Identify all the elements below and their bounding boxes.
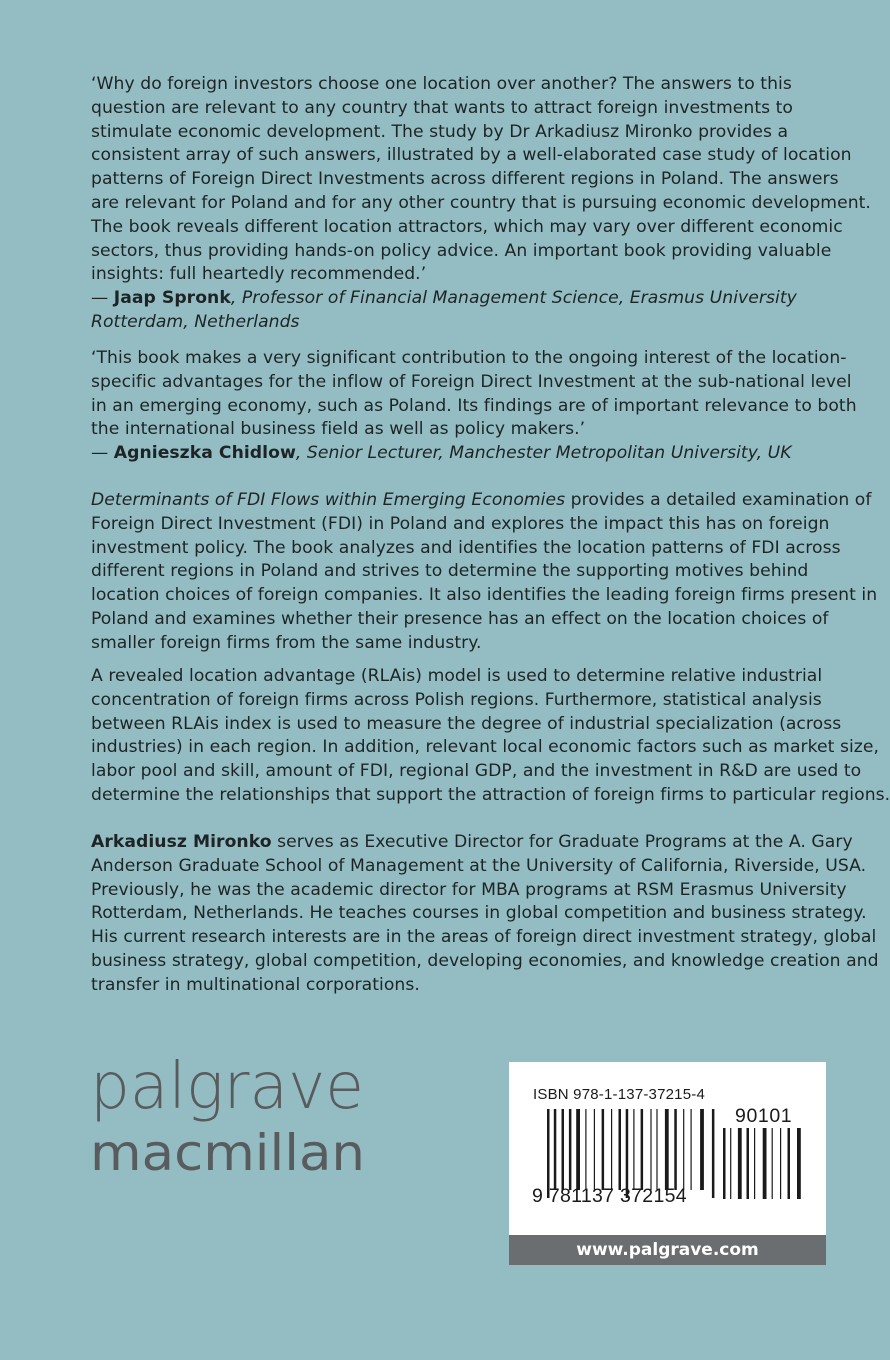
author-bio [91, 831, 879, 998]
barcode-bar [712, 1109, 715, 1198]
barcode-bar [674, 1109, 677, 1190]
attribution-dash: — [91, 288, 114, 309]
barcode-bar [772, 1128, 773, 1199]
barcode-bar [691, 1109, 692, 1190]
quote-attribution [91, 442, 826, 466]
description-text: provides a detailed examination of [565, 490, 872, 510]
bio-text: serves as Executive Director for Graduate Programs at the A. Gary [271, 832, 853, 852]
quote-author: Agnieszka Chidlow [113, 443, 296, 464]
isbn-barcode [509, 1062, 826, 1235]
description-line: concentration of foreign firms across Polish regions. Furthermore, statistical analysis [91, 689, 822, 710]
barcode-bar [754, 1128, 755, 1199]
bio-line: transfer in multinational corporations. [91, 974, 420, 995]
bio-first-line [91, 831, 853, 855]
quote-line: specific advantages for the inflow of Foreign Direct Investment at the sub-national level [91, 371, 852, 392]
quote-author: Jaap Spronk [113, 288, 231, 309]
barcode-bar [611, 1109, 612, 1190]
barcode-bar [730, 1128, 731, 1199]
barcode-bar [650, 1109, 651, 1190]
quote-line: sectors, thus providing hands-on policy advice. An important book providing valuable [91, 240, 832, 261]
barcode-bar [797, 1128, 801, 1199]
praise-quote-1 [91, 73, 871, 335]
bio-line: business strategy, global competition, developing economies, and knowledge creation and [91, 950, 879, 971]
palgrave-macmillan-logo [90, 1040, 370, 1180]
quote-line: the international business field as well as policy makers.’ [91, 419, 586, 440]
barcode-bar [723, 1128, 726, 1199]
barcode-bar [569, 1109, 572, 1190]
barcode-bar [633, 1109, 634, 1190]
barcode-digits: 9 781137 372154 [532, 1185, 687, 1207]
barcode-bar [619, 1109, 622, 1190]
barcode-bar [788, 1128, 791, 1199]
book-description-2 [91, 665, 890, 808]
publisher-url[interactable]: www.palgrave.com [509, 1235, 826, 1265]
quote-line: stimulate economic development. The study by Dr Arkadiusz Mironko provides a [91, 121, 789, 142]
praise-quote-2 [91, 347, 857, 466]
barcode-bar [665, 1109, 669, 1190]
price-code: 90101 [735, 1105, 793, 1127]
quote-line: in an emerging economy, such as Poland. Its findings are of important relevance to both [91, 395, 857, 416]
bio-line: Anderson Graduate School of Management at the University of California, Riverside, USA. [91, 855, 867, 876]
bio-line: Previously, he was the academic director for MBA programs at RSM Erasmus University [91, 879, 847, 900]
isbn-label: ISBN 978-1-137-37215-4 [533, 1086, 706, 1103]
description-line: Poland and examines whether their presence has an effect on the location choices of [91, 608, 829, 629]
quote-line: The book reveals different location attractors, which may vary over different economic [91, 216, 843, 237]
book-description-1 [91, 489, 878, 656]
description-line: determine the relationships that support the attraction of foreign firms to particular regions. [91, 784, 890, 805]
attribution-dash: — [91, 443, 114, 464]
logo-word-macmillan: macmillan [90, 1124, 365, 1182]
description-line: between RLAis index is used to measure the degree of industrial specialization (across [91, 713, 842, 734]
quote-affiliation: , Senior Lecturer, Manchester Metropolitan University, UK [295, 443, 792, 464]
bio-line: Rotterdam, Netherlands. He teaches courses in global competition and business strategy. [91, 903, 867, 924]
description-line: industries) in each region. In addition, relevant local economic factors such as market size, [91, 737, 880, 758]
quote-affiliation: , Professor of Financial Management Science, Erasmus University [230, 288, 797, 309]
barcode-bar [747, 1128, 750, 1199]
author-name: Arkadiusz Mironko [91, 832, 272, 852]
description-first-line [91, 489, 872, 513]
quote-attribution [91, 287, 826, 311]
quote-line: insights: full heartedly recommended.’ [91, 264, 427, 285]
barcode-bar [562, 1109, 565, 1190]
description-line: investment policy. The book analyzes and identifies the location patterns of FDI across [91, 537, 841, 558]
bio-line: His current research interests are in the areas of foreign direct investment strategy, global [91, 927, 877, 948]
quote-line: consistent array of such answers, illustrated by a well-elaborated case study of location [91, 145, 852, 166]
barcode-bar [656, 1109, 657, 1190]
barcode-bar [594, 1109, 595, 1190]
description-line: different regions in Poland and strives to determine the supporting motives behind [91, 561, 809, 582]
barcode-bar [585, 1109, 586, 1190]
barcode-bar [763, 1128, 767, 1199]
description-line: location choices of foreign companies. It also identifies the leading foreign firms present in [91, 585, 878, 606]
barcode-bar [641, 1109, 644, 1190]
description-line: labor pool and skill, amount of FDI, regional GDP, and the investment in R&D are used to [91, 761, 862, 782]
book-title: Determinants of FDI Flows within Emerging Economies [91, 490, 566, 510]
barcode-bar [554, 1109, 557, 1190]
barcode-bars [509, 1062, 826, 1235]
logo-word-palgrave: palgrave [90, 1050, 364, 1124]
quote-affiliation-continued: Rotterdam, Netherlands [91, 311, 300, 332]
quote-line: are relevant for Poland and for any other country that is pursuing economic development. [91, 192, 871, 213]
quote-line: patterns of Foreign Direct Investments across different regions in Poland. The answers [91, 169, 839, 190]
quote-line: ‘This book makes a very significant contribution to the ongoing interest of the location- [91, 348, 847, 368]
barcode-bar [683, 1109, 684, 1190]
description-line: Foreign Direct Investment (FDI) in Poland and explores the impact this has on foreign [91, 513, 830, 534]
barcode-bar [780, 1128, 781, 1199]
barcode-bar [700, 1109, 704, 1190]
barcode-bar [602, 1109, 605, 1190]
description-line: smaller foreign firms from the same industry. [91, 632, 482, 653]
barcode-bar [738, 1128, 742, 1199]
quote-line: ‘Why do foreign investors choose one location over another? The answers to this [91, 74, 792, 94]
quote-line: question are relevant to any country that wants to attract foreign investments to [91, 97, 793, 118]
description-line: A revealed location advantage (RLAis) model is used to determine relative industrial [91, 666, 823, 686]
barcode-bar [576, 1109, 580, 1190]
